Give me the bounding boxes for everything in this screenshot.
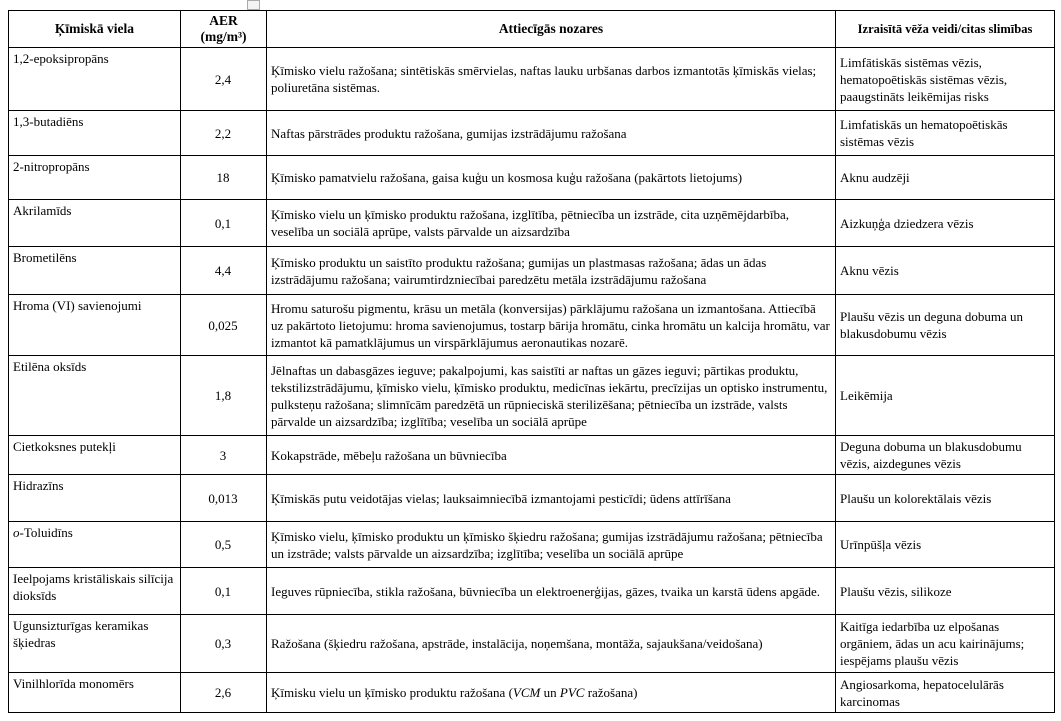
cancers-cell: Limfatiskās un hematopoētiskās sistēmas vēzis [836, 111, 1055, 156]
cancers-cell: Deguna dobuma un blakusdobumu vēzis, aizdegunes vēzis [836, 436, 1055, 475]
table-row [9, 475, 1055, 522]
industries-cell: Kokapstrāde, mēbeļu ražošana un būvniecība [267, 436, 836, 475]
aer-value-cell: 0,025 [181, 295, 267, 356]
chemical-name-cell: Ieelpojams kristāliskais silīcija dioksīds [9, 568, 181, 615]
column-header-industries: Attiecīgās nozares [267, 11, 836, 48]
cancers-cell: Urīnpūšļa vēzis [836, 522, 1055, 568]
aer-header-line2: (mg/m³) [200, 29, 247, 44]
table-row [9, 568, 1055, 615]
aer-value-cell: 1,8 [181, 356, 267, 436]
aer-header-line1: AER [209, 13, 238, 28]
table-row [9, 200, 1055, 247]
chemical-name-cell: o-Toluidīns [9, 522, 181, 568]
table-row [9, 436, 1055, 475]
table-row [9, 111, 1055, 156]
cancers-cell: Plaušu vēzis un deguna dobuma un blakusdobumu vēzis [836, 295, 1055, 356]
chemical-name-cell: Cietkoksnes putekļi [9, 436, 181, 475]
aer-value-cell: 0,1 [181, 200, 267, 247]
cancers-cell: Aknu audzēji [836, 156, 1055, 200]
table-row [9, 673, 1055, 713]
cancers-cell: Aknu vēzis [836, 247, 1055, 295]
industries-cell: Ķīmisko pamatvielu ražošana, gaisa kuģu un kosmosa kuģu ražošana (pakārtots lietojums) [267, 156, 836, 200]
aer-value-cell: 0,5 [181, 522, 267, 568]
aer-value-cell: 4,4 [181, 247, 267, 295]
chemical-name-cell: Ugunsizturīgas keramikas šķiedras [9, 615, 181, 673]
table-anchor-marker [247, 0, 260, 10]
aer-value-cell: 0,1 [181, 568, 267, 615]
table-row [9, 48, 1055, 111]
industries-cell: Ķīmiskās putu veidotājas vielas; lauksaimniecībā izmantojami pesticīdi; ūdens attīrīšana [267, 475, 836, 522]
table-header-row [9, 11, 1055, 48]
cancers-cell: Plaušu vēzis, silikoze [836, 568, 1055, 615]
industries-cell: Ķīmisko vielu ražošana; sintētiskās smērvielas, naftas lauku urbšanas darbos izmantotās ķīmiskās vielas; poliuretāna sistēmas. [267, 48, 836, 111]
industries-cell: Ražošana (šķiedru ražošana, apstrāde, instalācija, noņemšana, montāža, sajaukšana/veidošana) [267, 615, 836, 673]
industries-cell: Jēlnaftas un dabasgāzes ieguve; pakalpojumi, kas saistīti ar naftas un gāzes ieguvi; pārtikas produktu, tekstilizstrādājumu, ķīmisko vielu, ķīmisko produktu, medicīnas iekārtu, precīzijas un optisko instrumentu, pulksteņu ražošana; slimnīcām paredzētā un rūpnieciskā sterilizēšana; pētniecība un izstrāde, valsts pārvalde un aizsardzība; izglītība; veselība un sociālā aprūpe [267, 356, 836, 436]
aer-value-cell: 0,3 [181, 615, 267, 673]
industries-cell: Ķīmisku vielu un ķīmisko produktu ražošana (VCM un PVC ražošana) [267, 673, 836, 713]
industries-cell: Ieguves rūpniecība, stikla ražošana, būvniecība un elektroenerģijas, gāzes, tvaika un karstā ūdens apgāde. [267, 568, 836, 615]
industries-cell: Ķīmisko vielu, ķīmisko produktu un ķīmisko šķiedru ražošana; gumijas izstrādājumu ražošana; pētniecība un izstrāde; valsts pārvalde un aizsardzība; izglītība; veselība un sociālā aprūpe [267, 522, 836, 568]
chemical-name-cell: Akrilamīds [9, 200, 181, 247]
industries-cell: Ķīmisko produktu un saistīto produktu ražošana; gumijas un plastmasas ražošana; ādas un ādas izstrādājumu ražošana; vairumtirdzniecībai paredzētu metāla izstrādājumu ražošana [267, 247, 836, 295]
industries-cell: Hromu saturošu pigmentu, krāsu un metāla (konversijas) pārklājumu ražošana un izmantošana. Attiecībā uz pakārtoto lietojumu: hroma savienojumus, tostarp bārija hromātu, cinka hromātu un kalcija hromātu, var izmantot kā pamatklājumus un virspārklājumus aeronautikas nozarē. [267, 295, 836, 356]
column-header-cancers: Izraisītā vēža veidi/citas slimības [836, 11, 1055, 48]
cancers-cell: Plaušu un kolorektālais vēzis [836, 475, 1055, 522]
column-header-aer [181, 11, 267, 48]
table-row [9, 522, 1055, 568]
industries-cell: Naftas pārstrādes produktu ražošana, gumijas izstrādājumu ražošana [267, 111, 836, 156]
cancers-cell: Limfātiskās sistēmas vēzis, hematopoētiskās sistēmas vēzis, paaugstināts leikēmijas risks [836, 48, 1055, 111]
chemical-name-cell: Etilēna oksīds [9, 356, 181, 436]
table-row [9, 156, 1055, 200]
cancers-cell: Leikēmija [836, 356, 1055, 436]
table-row [9, 356, 1055, 436]
chemical-name-cell: 2-nitropropāns [9, 156, 181, 200]
aer-value-cell: 2,2 [181, 111, 267, 156]
aer-value-cell: 0,013 [181, 475, 267, 522]
cancers-cell: Angiosarkoma, hepatocelulārās karcinomas [836, 673, 1055, 713]
chemical-name-cell: Hidrazīns [9, 475, 181, 522]
table-row [9, 247, 1055, 295]
aer-value-cell: 18 [181, 156, 267, 200]
cancers-cell: Kaitīga iedarbība uz elpošanas orgāniem, ādas un acu kairinājums; iespējams plaušu vēzis [836, 615, 1055, 673]
chemical-name-cell: 1,3-butadiēns [9, 111, 181, 156]
table-row [9, 295, 1055, 356]
chemicals-exposure-table [8, 10, 1055, 713]
aer-value-cell: 2,4 [181, 48, 267, 111]
aer-value-cell: 2,6 [181, 673, 267, 713]
industries-cell: Ķīmisko vielu un ķīmisko produktu ražošana, izglītība, pētniecība un izstrāde, cita uzņēmējdarbība, veselība un sociālā aprūpe, valsts pārvalde un aizsardzība [267, 200, 836, 247]
table-row [9, 615, 1055, 673]
aer-value-cell: 3 [181, 436, 267, 475]
chemical-name-cell: 1,2-epoksipropāns [9, 48, 181, 111]
chemical-name-cell: Vinilhlorīda monomērs [9, 673, 181, 713]
cancers-cell: Aizkuņģa dziedzera vēzis [836, 200, 1055, 247]
column-header-chemical: Ķīmiskā viela [9, 11, 181, 48]
chemical-name-cell: Hroma (VI) savienojumi [9, 295, 181, 356]
chemical-name-cell: Brometilēns [9, 247, 181, 295]
